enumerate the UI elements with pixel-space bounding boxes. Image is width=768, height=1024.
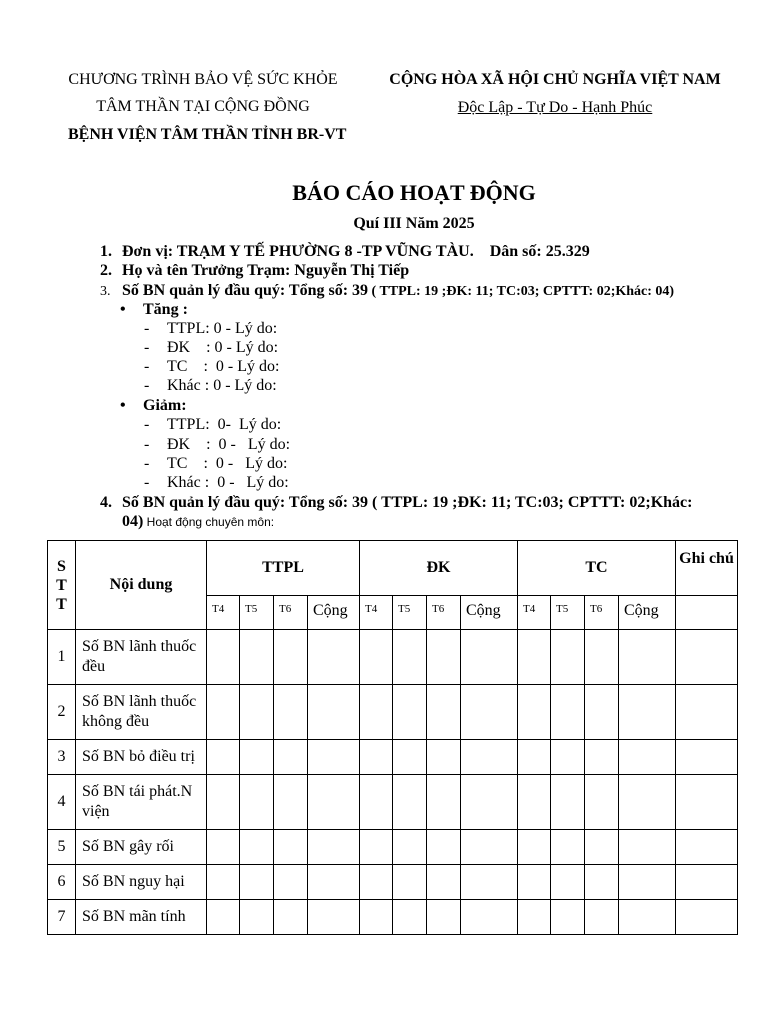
data-cell[interactable] bbox=[585, 865, 619, 900]
data-cell[interactable] bbox=[619, 685, 676, 740]
data-cell[interactable] bbox=[427, 740, 461, 775]
data-cell[interactable] bbox=[240, 740, 274, 775]
decrease-label: Giảm: bbox=[143, 397, 187, 414]
program-name-line2: TÂM THẦN TẠI CỘNG ĐỒNG bbox=[96, 98, 310, 115]
data-cell[interactable] bbox=[393, 630, 427, 685]
item-2 bbox=[100, 262, 409, 280]
row-content: Số BN gây rối bbox=[76, 830, 207, 865]
bullet-icon: • bbox=[120, 397, 126, 414]
item-3 bbox=[100, 282, 674, 300]
data-cell[interactable] bbox=[360, 740, 393, 775]
subcol-t5: T5 bbox=[240, 596, 274, 630]
table-row bbox=[48, 865, 738, 900]
item-3-detail: ( TTPL: 19 ;ĐK: 11; TC:03; CPTTT: 02;Khác: 04) bbox=[368, 284, 675, 299]
dash: - bbox=[144, 436, 150, 453]
dash: - bbox=[144, 474, 150, 491]
subcol-t6: T6 bbox=[427, 596, 461, 630]
subcol-t4: T4 bbox=[518, 596, 551, 630]
data-cell[interactable] bbox=[240, 865, 274, 900]
item-1-text: Đơn vị: TRẠM Y TẾ PHƯỜNG 8 -TP VŨNG TÀU. Dân số: 25.329 bbox=[122, 243, 590, 260]
dash: - bbox=[144, 416, 150, 433]
data-cell[interactable] bbox=[619, 740, 676, 775]
table-row bbox=[48, 830, 738, 865]
country-name: CỘNG HÒA XÃ HỘI CHỦ NGHĨA VIỆT NAM bbox=[389, 71, 721, 88]
data-cell[interactable] bbox=[240, 630, 274, 685]
data-cell[interactable] bbox=[308, 830, 360, 865]
item-3-text: Số BN quản lý đầu quý: Tổng số: 39 bbox=[122, 282, 369, 299]
data-cell[interactable] bbox=[551, 740, 585, 775]
data-cell[interactable] bbox=[207, 900, 240, 935]
data-cell[interactable] bbox=[393, 865, 427, 900]
data-cell[interactable] bbox=[551, 900, 585, 935]
data-cell[interactable] bbox=[676, 865, 738, 900]
data-cell[interactable] bbox=[308, 685, 360, 740]
table-header-row bbox=[48, 541, 738, 596]
increase-tc: TC : 0 - Lý do: bbox=[167, 358, 280, 375]
subcol-t5: T5 bbox=[393, 596, 427, 630]
row-number: 5 bbox=[48, 830, 76, 865]
data-cell[interactable] bbox=[427, 900, 461, 935]
data-cell[interactable] bbox=[360, 685, 393, 740]
data-cell[interactable] bbox=[619, 900, 676, 935]
data-cell[interactable] bbox=[274, 740, 308, 775]
data-cell[interactable] bbox=[393, 740, 427, 775]
subcol-t5: T5 bbox=[551, 596, 585, 630]
decrease-heading bbox=[120, 397, 187, 415]
data-cell[interactable] bbox=[585, 900, 619, 935]
data-cell[interactable] bbox=[308, 900, 360, 935]
data-cell[interactable] bbox=[461, 775, 518, 830]
row-number: 1 bbox=[48, 630, 76, 685]
row-number: 3 bbox=[48, 740, 76, 775]
data-cell[interactable] bbox=[461, 740, 518, 775]
increase-ttpl: TTPL: 0 - Lý do: bbox=[167, 320, 278, 337]
subcol-t6: T6 bbox=[585, 596, 619, 630]
data-cell[interactable] bbox=[551, 865, 585, 900]
content-header: Nội dung bbox=[76, 541, 207, 630]
data-cell[interactable] bbox=[461, 830, 518, 865]
data-cell[interactable] bbox=[427, 865, 461, 900]
group-header-dk: ĐK bbox=[360, 541, 518, 596]
data-cell[interactable] bbox=[393, 900, 427, 935]
table-row bbox=[48, 630, 738, 685]
item-4-number: 4. bbox=[100, 494, 112, 511]
data-cell[interactable] bbox=[619, 775, 676, 830]
data-cell[interactable] bbox=[427, 685, 461, 740]
row-content: Số BN bỏ điều trị bbox=[76, 740, 207, 775]
row-content: Số BN nguy hại bbox=[76, 865, 207, 900]
data-cell[interactable] bbox=[585, 685, 619, 740]
data-cell[interactable] bbox=[274, 830, 308, 865]
data-cell[interactable] bbox=[676, 685, 738, 740]
data-cell[interactable] bbox=[676, 630, 738, 685]
item-4-continued bbox=[122, 513, 274, 531]
report-period: Quí III Năm 2025 bbox=[353, 215, 475, 232]
data-cell[interactable] bbox=[676, 830, 738, 865]
data-cell[interactable] bbox=[274, 630, 308, 685]
item-4 bbox=[100, 494, 692, 512]
activity-note: Hoạt động chuyên môn: bbox=[143, 515, 275, 529]
increase-label: Tăng : bbox=[143, 301, 188, 318]
note-header: Ghi chú bbox=[676, 541, 738, 596]
data-cell[interactable] bbox=[461, 685, 518, 740]
data-cell[interactable] bbox=[619, 865, 676, 900]
data-cell[interactable] bbox=[551, 830, 585, 865]
subcol-total: Cộng bbox=[619, 596, 676, 630]
data-cell[interactable] bbox=[207, 685, 240, 740]
hospital-name: BỆNH VIỆN TÂM THẦN TỈNH BR-VT bbox=[68, 126, 347, 143]
item-4-text: Số BN quản lý đầu quý: Tổng số: 39 ( TTPL: 19 ;ĐK: 11; TC:03; CPTTT: 02;Khác: bbox=[122, 494, 693, 511]
data-cell[interactable] bbox=[619, 830, 676, 865]
data-cell[interactable] bbox=[360, 630, 393, 685]
data-cell[interactable] bbox=[676, 900, 738, 935]
subcol-t6: T6 bbox=[274, 596, 308, 630]
data-cell[interactable] bbox=[518, 865, 551, 900]
dash: - bbox=[144, 320, 150, 337]
data-cell[interactable] bbox=[585, 775, 619, 830]
data-cell[interactable] bbox=[308, 865, 360, 900]
increase-heading bbox=[120, 301, 188, 319]
subcol-total: Cộng bbox=[461, 596, 518, 630]
table-row bbox=[48, 685, 738, 740]
data-cell[interactable] bbox=[274, 900, 308, 935]
data-cell[interactable] bbox=[518, 685, 551, 740]
data-cell[interactable] bbox=[518, 775, 551, 830]
data-cell[interactable] bbox=[207, 865, 240, 900]
row-content: Số BN mãn tính bbox=[76, 900, 207, 935]
increase-other: Khác : 0 - Lý do: bbox=[167, 377, 277, 394]
item-4-text-end: 04) bbox=[122, 513, 144, 530]
table-row bbox=[48, 775, 738, 830]
data-cell[interactable] bbox=[240, 685, 274, 740]
increase-line bbox=[144, 339, 278, 357]
dash: - bbox=[144, 455, 150, 472]
data-cell[interactable] bbox=[551, 630, 585, 685]
data-cell[interactable] bbox=[240, 830, 274, 865]
data-cell[interactable] bbox=[551, 775, 585, 830]
data-cell[interactable] bbox=[518, 740, 551, 775]
row-number: 2 bbox=[48, 685, 76, 740]
data-cell[interactable] bbox=[461, 900, 518, 935]
data-cell[interactable] bbox=[585, 740, 619, 775]
data-cell[interactable] bbox=[551, 685, 585, 740]
data-cell[interactable] bbox=[393, 830, 427, 865]
decrease-tc: TC : 0 - Lý do: bbox=[167, 455, 288, 472]
item-2-number: 2. bbox=[100, 262, 112, 279]
group-header-ttpl: TTPL bbox=[207, 541, 360, 596]
data-cell[interactable] bbox=[518, 630, 551, 685]
data-cell[interactable] bbox=[427, 630, 461, 685]
data-cell[interactable] bbox=[360, 900, 393, 935]
data-cell[interactable] bbox=[676, 740, 738, 775]
data-cell[interactable] bbox=[207, 775, 240, 830]
data-cell[interactable] bbox=[518, 900, 551, 935]
data-cell[interactable] bbox=[274, 865, 308, 900]
subcol-t4: T4 bbox=[360, 596, 393, 630]
decrease-other: Khác : 0 - Lý do: bbox=[167, 474, 289, 491]
data-cell[interactable] bbox=[585, 830, 619, 865]
dash: - bbox=[144, 377, 150, 394]
data-cell[interactable] bbox=[207, 830, 240, 865]
decrease-line bbox=[144, 416, 281, 434]
activity-table bbox=[47, 540, 738, 935]
increase-dk: ĐK : 0 - Lý do: bbox=[167, 339, 279, 356]
data-cell[interactable] bbox=[240, 775, 274, 830]
stt-header: S T T bbox=[48, 541, 76, 630]
increase-line bbox=[144, 320, 277, 338]
row-number: 4 bbox=[48, 775, 76, 830]
item-1 bbox=[100, 243, 590, 261]
data-cell[interactable] bbox=[360, 775, 393, 830]
decrease-dk: ĐK : 0 - Lý do: bbox=[167, 436, 291, 453]
data-cell[interactable] bbox=[427, 775, 461, 830]
item-1-number: 1. bbox=[100, 243, 112, 260]
data-cell[interactable] bbox=[207, 630, 240, 685]
data-cell[interactable] bbox=[240, 900, 274, 935]
data-cell[interactable] bbox=[393, 775, 427, 830]
data-cell[interactable] bbox=[461, 865, 518, 900]
data-cell[interactable] bbox=[427, 830, 461, 865]
table-row bbox=[48, 900, 738, 935]
data-cell[interactable] bbox=[676, 775, 738, 830]
dash: - bbox=[144, 339, 150, 356]
item-3-number: 3. bbox=[100, 284, 111, 299]
data-cell[interactable] bbox=[360, 830, 393, 865]
data-cell[interactable] bbox=[207, 740, 240, 775]
data-cell[interactable] bbox=[585, 630, 619, 685]
row-content: Số BN tái phát.N viện bbox=[76, 775, 207, 830]
subcol-total: Cộng bbox=[308, 596, 360, 630]
data-cell[interactable] bbox=[308, 775, 360, 830]
increase-line bbox=[144, 377, 277, 395]
national-motto bbox=[380, 99, 730, 117]
subcol-t4: T4 bbox=[207, 596, 240, 630]
row-number: 7 bbox=[48, 900, 76, 935]
group-header-tc: TC bbox=[518, 541, 676, 596]
note-subheader-cell bbox=[676, 596, 738, 630]
dash: - bbox=[144, 358, 150, 375]
decrease-line bbox=[144, 455, 287, 473]
row-content: Số BN lãnh thuốc đều bbox=[76, 630, 207, 685]
decrease-ttpl: TTPL: 0- Lý do: bbox=[167, 416, 282, 433]
data-cell[interactable] bbox=[308, 740, 360, 775]
national-motto-text: Độc Lập - Tự Do - Hạnh Phúc bbox=[457, 99, 653, 116]
program-name-line1: CHƯƠNG TRÌNH BẢO VỆ SỨC KHỎE bbox=[68, 71, 338, 88]
row-content: Số BN lãnh thuốc không đều bbox=[76, 685, 207, 740]
row-number: 6 bbox=[48, 865, 76, 900]
data-cell[interactable] bbox=[360, 865, 393, 900]
data-cell[interactable] bbox=[461, 630, 518, 685]
bullet-icon: • bbox=[120, 301, 126, 318]
data-cell[interactable] bbox=[518, 830, 551, 865]
decrease-line bbox=[144, 474, 289, 492]
data-cell[interactable] bbox=[274, 775, 308, 830]
table-row bbox=[48, 740, 738, 775]
data-cell[interactable] bbox=[619, 630, 676, 685]
data-cell[interactable] bbox=[274, 685, 308, 740]
data-cell[interactable] bbox=[393, 685, 427, 740]
data-cell[interactable] bbox=[308, 630, 360, 685]
decrease-line bbox=[144, 436, 290, 454]
increase-line bbox=[144, 358, 279, 376]
report-title: BÁO CÁO HOẠT ĐỘNG bbox=[292, 180, 536, 205]
item-2-text: Họ và tên Trưởng Trạm: Nguyễn Thị Tiếp bbox=[122, 262, 410, 279]
